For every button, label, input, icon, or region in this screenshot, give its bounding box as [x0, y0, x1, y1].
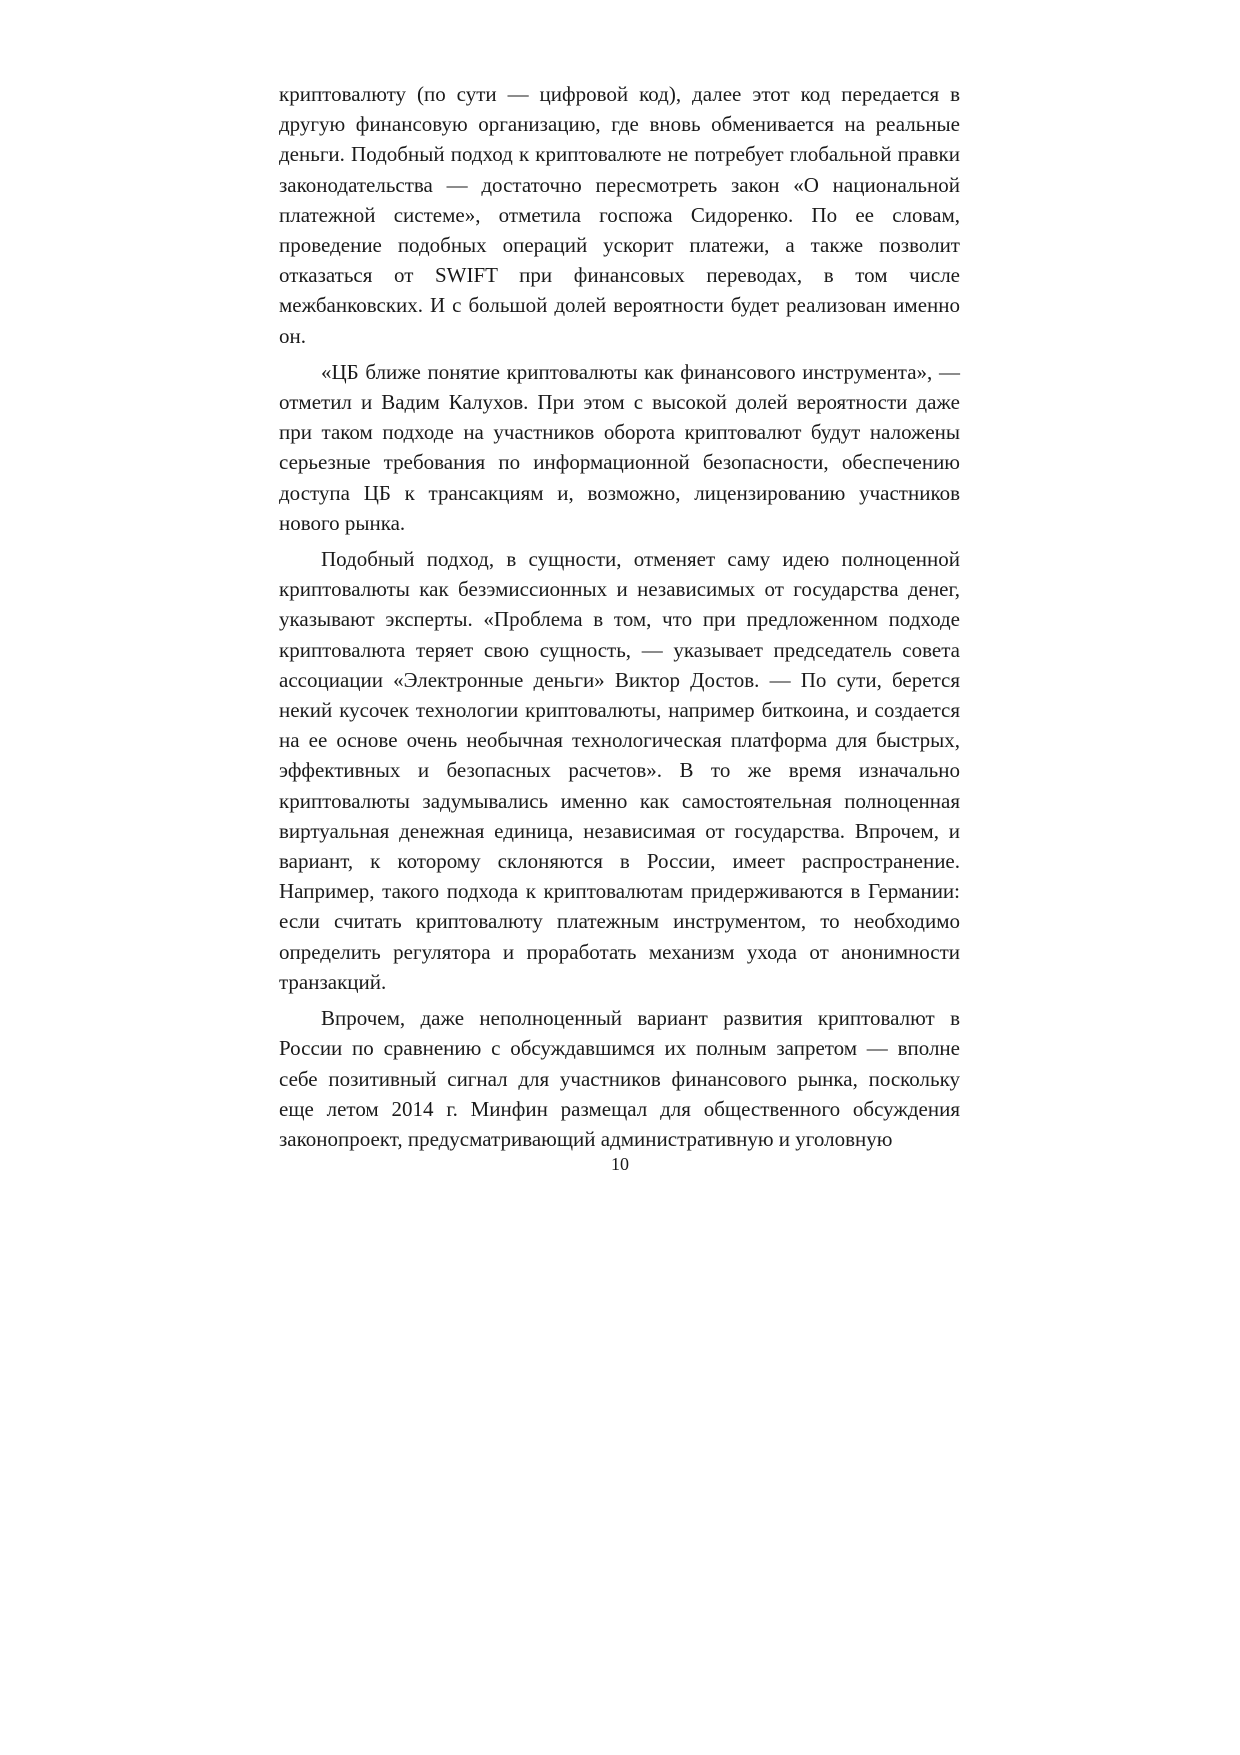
page-number: 10 — [611, 1154, 629, 1174]
paragraph-approach: Подобный подход, в сущности, отменяет саму идею полноценной криптовалюты как безэмиссионных и независимых от государства денег, указывают эксперты. «Проблема в том, что при предложенном подходе криптовалюта теряет свою сущность, — указывает председатель совета ассоциации «Электронные деньги» Виктор Достов. — По сути, берется некий кусочек технологии криптовалюты, например биткоина, и создается на ее основе очень необычная технологическая платформа для быстрых, эффективных и безопасных расчетов». В то же время изначально криптовалюты задумывались именно как самостоятельная полноценная виртуальная денежная единица, независимая от государства. Впрочем, и вариант, к которому склоняются в России, имеет распространение. Например, такого подхода к криптовалютам придерживаются в Германии: если считать криптовалюту платежным инструментом, то необходимо определить регулятора и проработать механизм ухода от анонимности транзакций. — [279, 547, 960, 994]
body-text — [279, 79, 960, 1160]
paragraph-continuation: криптовалюту (по сути — цифровой код), далее этот код передается в другую финансовую организацию, где вновь обменивается на реальные деньги. Подобный подход к криптовалюте не потребует глобальной правки законодательства — достаточно пересмотреть закон «О национальной платежной системе», отметила госпожа Сидоренко. По ее словам, проведение подобных операций ускорит платежи, а также позволит отказаться от SWIFT при финансовых переводах, в том числе межбанковских. И с большой долей вероятности будет реализован именно он. — [279, 82, 960, 348]
paragraph-conclusion: Впрочем, даже неполноценный вариант развития криптовалют в России по сравнению с обсуждавшимся их полным запретом — вполне себе позитивный сигнал для участников финансового рынка, поскольку еще летом 2014 г. Минфин размещал для общественного обсуждения законопроект, предусматривающий административную и уголовную — [279, 1006, 960, 1151]
paragraph-cb-quote: «ЦБ ближе понятие криптовалюты как финансового инструмента», — отметил и Вадим Калухов. При этом с высокой долей вероятности даже при таком подходе на участников оборота криптовалют будут наложены серьезные требования по информационной безопасности, обеспечению доступа ЦБ к трансакциям и, возможно, лицензированию участников нового рынка. — [279, 359, 960, 535]
